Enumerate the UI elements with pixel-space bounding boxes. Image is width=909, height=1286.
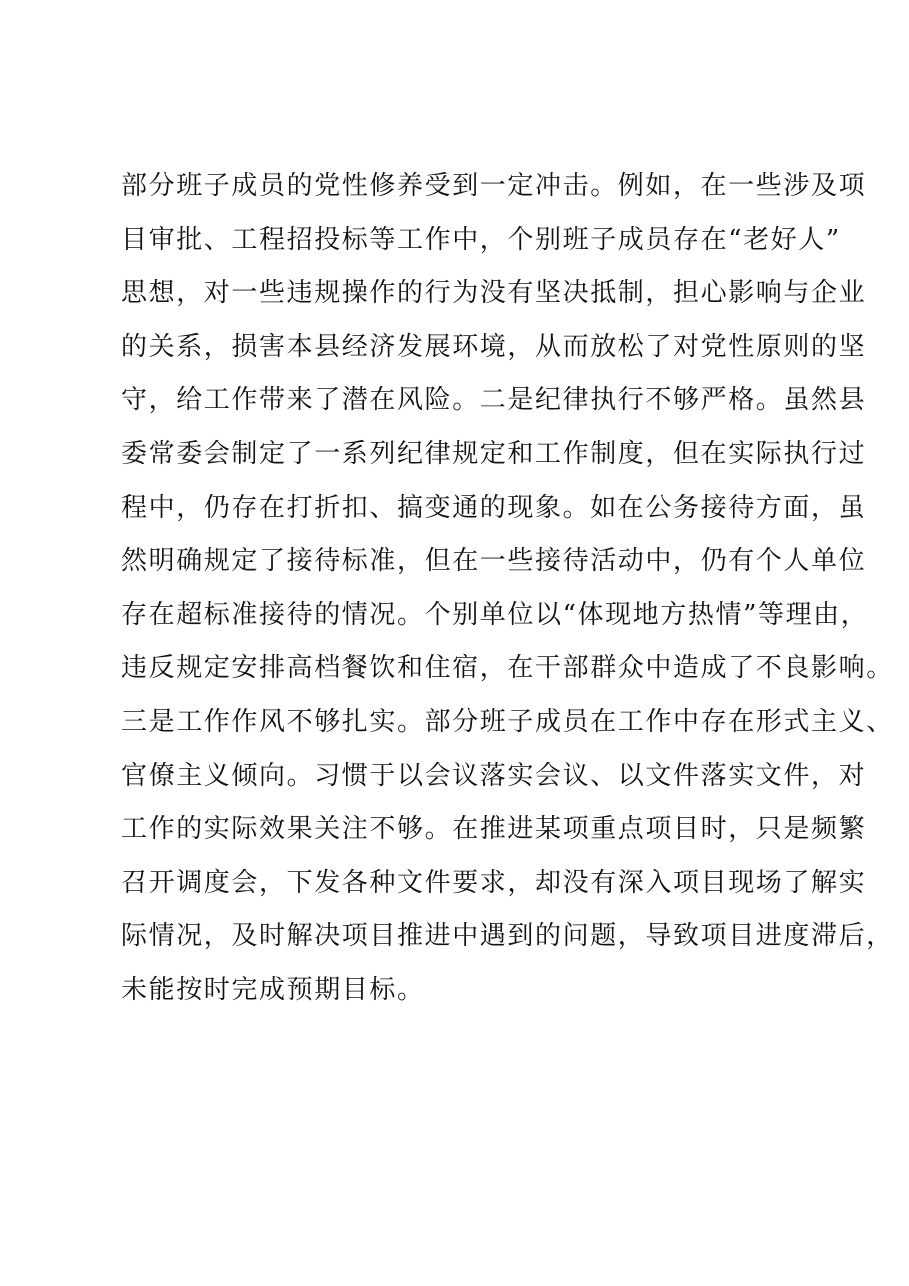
text-line: 存在超标准接待的情况。个别单位以“体现地方热情”等理由，: [121, 599, 869, 630]
text-line: 未能按时完成预期目标。: [121, 974, 425, 1005]
text-line: 际情况，及时解决项目推进中遇到的问题，导致项目进度滞后，: [121, 921, 894, 952]
body-paragraph: [121, 160, 894, 1018]
text-line: 部分班子成员的党性修养受到一定冲击。例如，在一些涉及项: [121, 171, 867, 201]
text-line: 守，给工作带来了潜在风险。二是纪律执行不够严格。虽然县: [121, 385, 867, 416]
text-line: 委常委会制定了一系列纪律规定和工作制度，但在实际执行过: [121, 438, 867, 469]
text-line: 违反规定安排高档餐饮和住宿，在干部群众中造成了不良影响。: [121, 653, 894, 684]
text-line: 然明确规定了接待标准，但在一些接待活动中，仍有个人单位: [121, 546, 867, 577]
text-line: 官僚主义倾向。习惯于以会议落实会议、以文件落实文件，对: [121, 760, 867, 791]
text-line: 思想，对一些违规操作的行为没有坚决抵制，担心影响与企业: [121, 278, 867, 309]
text-line: 工作的实际效果关注不够。在推进某项重点项目时，只是频繁: [121, 814, 867, 845]
text-line: 的关系，损害本县经济发展环境，从而放松了对党性原则的坚: [121, 331, 867, 362]
text-line: 三是工作作风不够扎实。部分班子成员在工作中存在形式主义、: [121, 706, 894, 737]
text-line: 目审批、工程招投标等工作中，个别班子成员存在“老好人”: [121, 224, 841, 255]
text-line: 召开调度会，下发各种文件要求，却没有深入项目现场了解实: [121, 867, 867, 898]
text-line: 程中，仍存在打折扣、搞变通的现象。如在公务接待方面，虽: [121, 492, 867, 523]
